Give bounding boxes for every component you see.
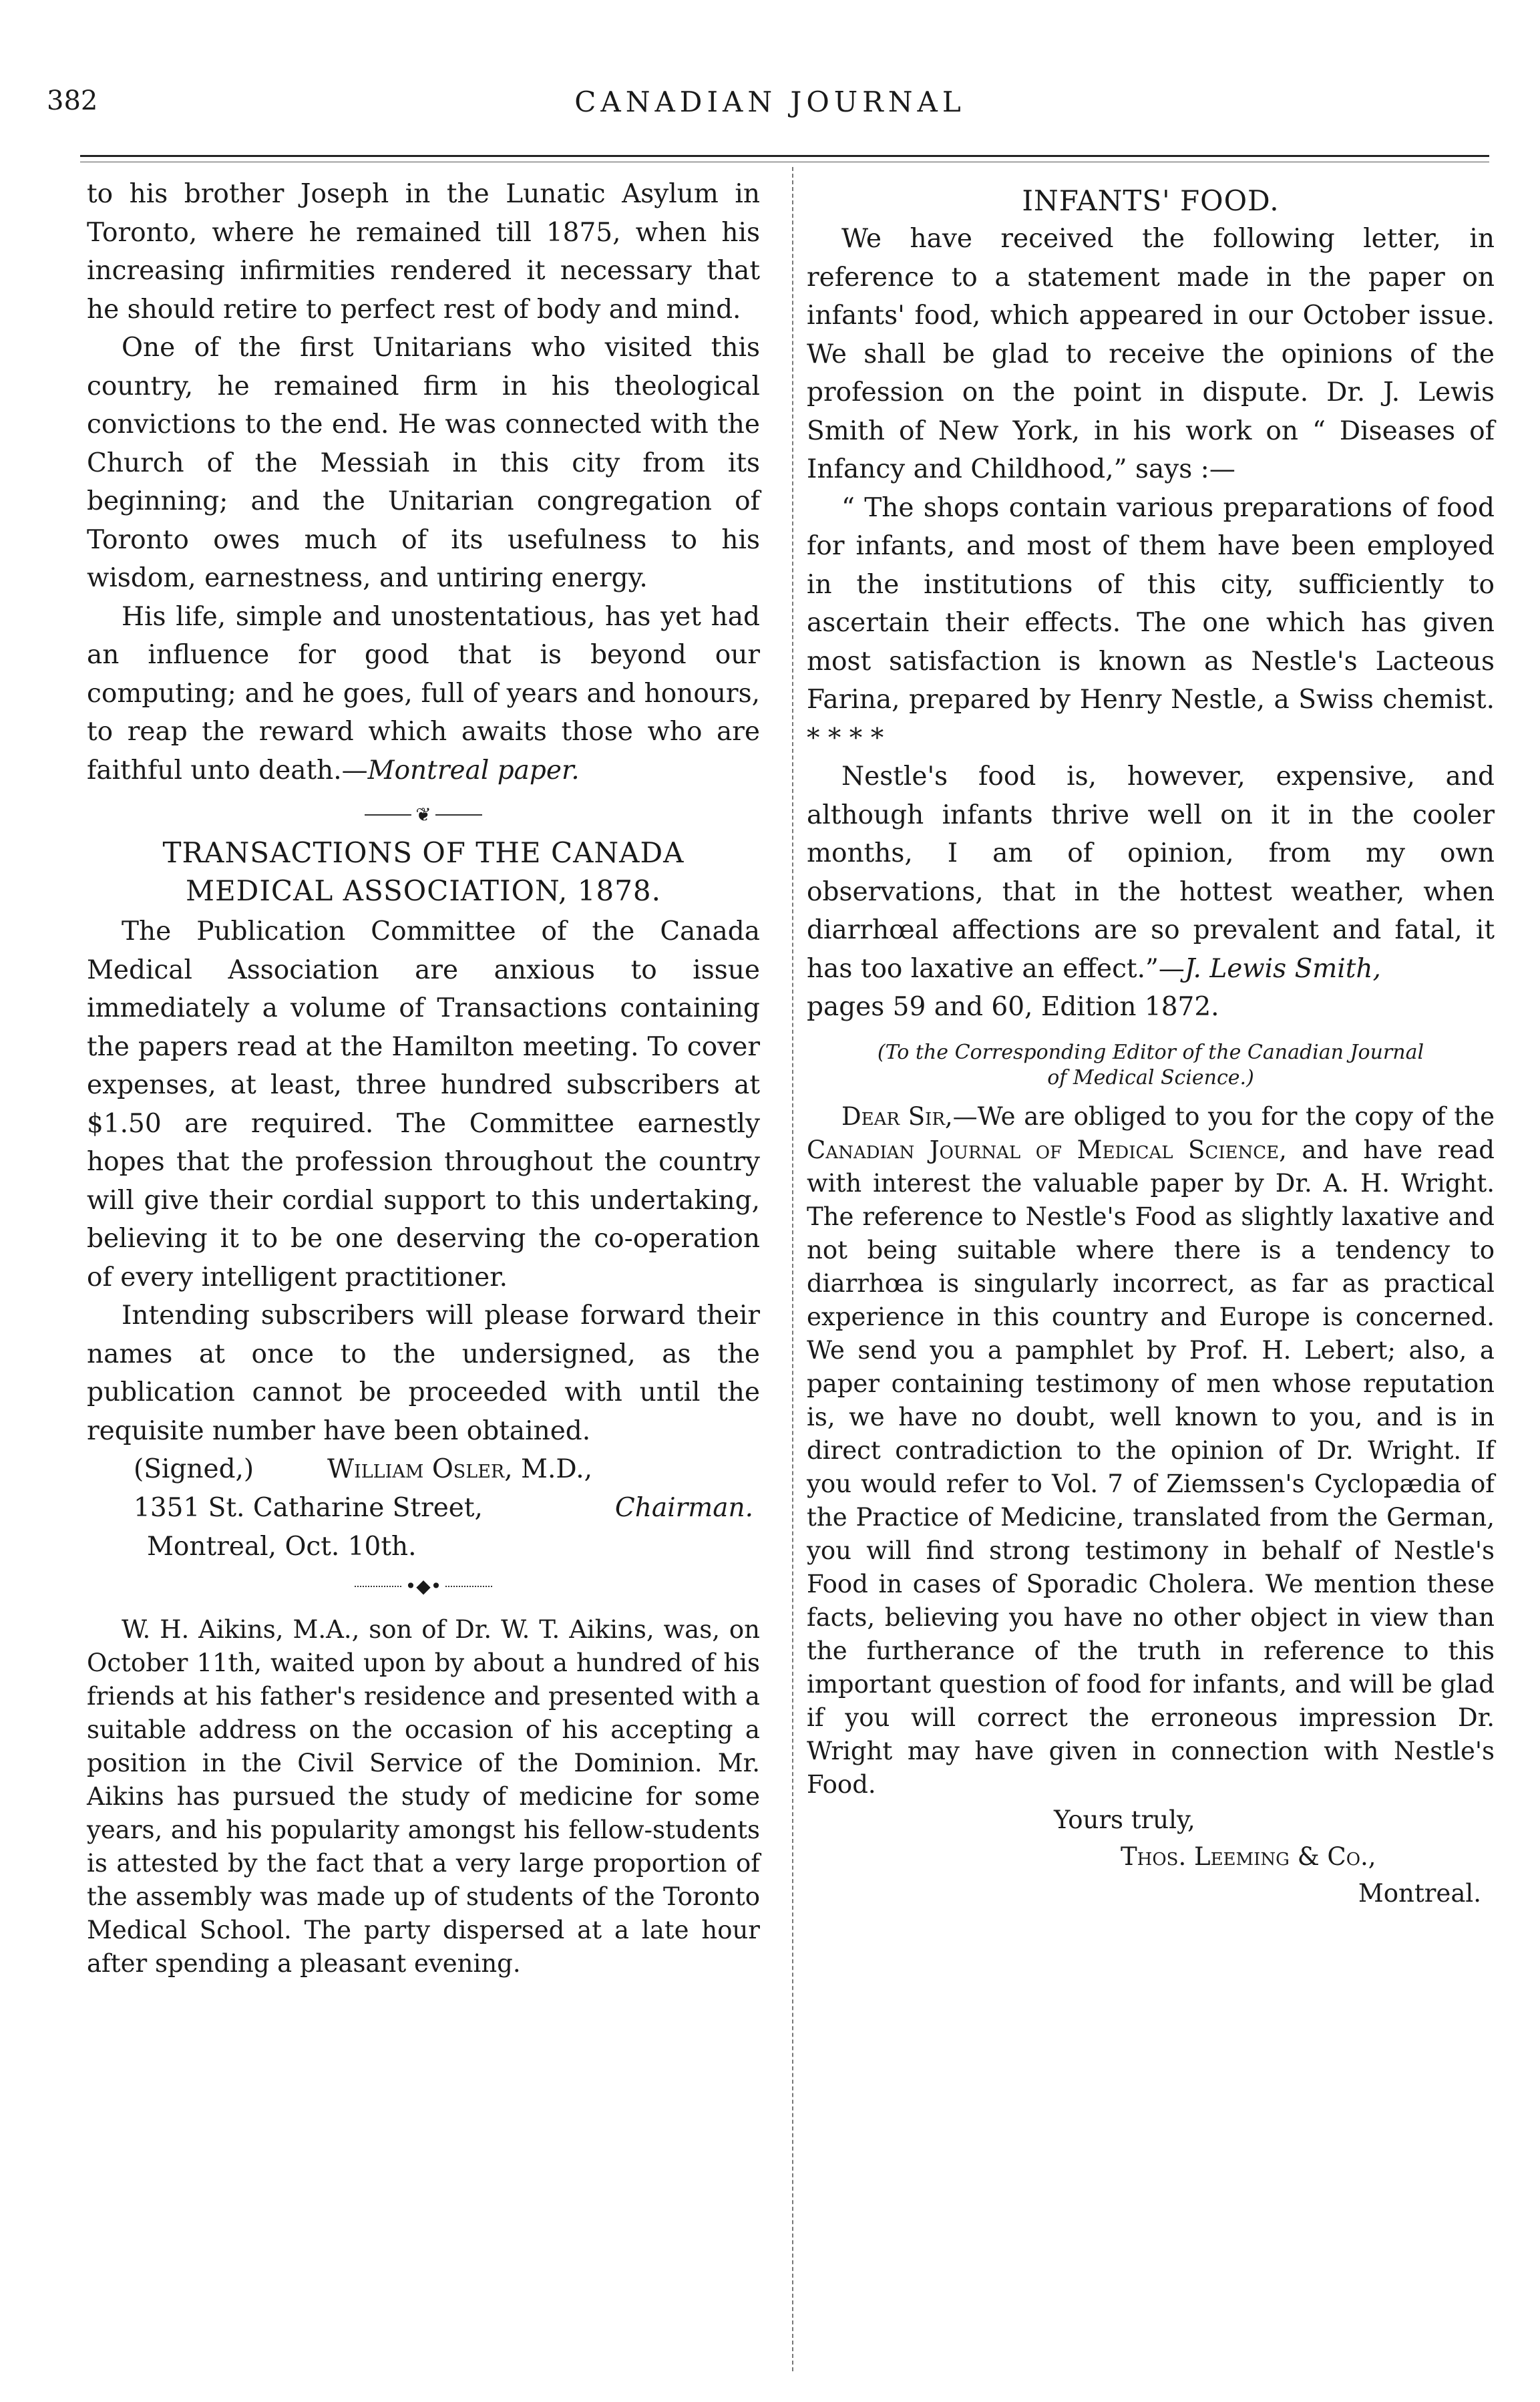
signer-place-date: Montreal, Oct. 10th. [147,1532,417,1562]
infants-food-heading: INFANTS' FOOD. [1022,184,1280,217]
editor-note: (To the Corresponding Editor of the Canadian Journal of Medical Science.) [877,1040,1424,1089]
journal-name: Canadian Journal of Medical Science, [807,1135,1287,1164]
right-column [807,175,1495,1912]
transactions-heading: TRANSACTIONS OF THE CANADA [162,836,685,869]
quote-text: Nestle's food is, however, expensive, and although infants thrive well on it in the cooler months, I am of opinion, from my own observations, that in the hottest weather, when diarrhœal affections are so prevalent and fatal, it has too laxative an effect.”— [807,761,1495,984]
section-separator [87,802,760,828]
signer-role: Chairman. [614,1493,753,1523]
aikins-paragraph: W. H. Aikins, M.A., son of Dr. W. T. Aikins, was, on October 11th, waited upon by about a hundred of his friends at his father's residence and presented with a suitable address on the occasion of his accepting a position in the Civil Service of the Dominion. Mr. Aikins has pursued the study of medicine for some years, and his popularity amongst his fellow-students is attested by the fact that a very large proportion of the assembly was made up of students of the Toronto Medical School. The party dispersed at a late hour after spending a pleasant evening. [87,1615,760,1978]
section-separator [87,1573,760,1600]
obituary-paragraph: to his brother Joseph in the Lunatic Asylum in Toronto, where he remained till 1875, when his increasing infirmities rendered it necessary that he should retire to perfect rest of body and mind. [87,179,760,325]
salutation: Dear Sir, [841,1101,953,1131]
obituary-text: His life, simple and unostentatious, has yet had an influence for good that is beyond our computing; and he goes, full of years and honours, to reap the reward which awaits those who are faithful unto death.— [87,601,760,786]
letter-paragraph: Dear Sir,—We are obliged to you for the copy of the Canadian Journal of Medical Science, and have read with interest the valuable paper by Dr. A. H. Wright. The reference to Nestle's Food as slightly laxative and not being suitable where there is a tendency to diarrhœa is singularly incorrect, as far as practical experience in this country and Europe is concerned. We send you a pamphlet by Prof. H. Lebert; also, a paper containing testimony of men whose reputation is, we have no doubt, well known to you, and is in direct contradiction to the opinion of Dr. Wright. If you would refer to Vol. 7 of Ziemssen's Cyclopædia of the Practice of Medicine, translated from the German, you will find strong testimony in behalf of Nestle's Food in cases of Sporadic Cholera. We mention these facts, believing you have no other object in view than the furtherance of the truth in reference to this important question of food for infants, and will be glad if you will correct the erroneous impression Dr. Wright may have given in connection with Nestle's Food. [807,1101,1495,1799]
quote-paragraph [807,757,1495,1027]
transactions-paragraph: The Publication Committee of the Canada Medical Association are anxious to issue immediately a volume of Transactions containing the papers read at the Hamilton meeting. To cover expenses, at least, three hundred subscribers at $1.50 are required. The Committee earnestly hopes that the profession throughout the country will give their cordial support to this undertaking, believing it to be one deserving the co-operation of every intelligent practitioner. [87,916,760,1293]
running-title: CANADIAN JOURNAL [574,85,966,118]
signature-line [87,1489,760,1528]
letter-signer-place: Montreal. [1358,1878,1481,1908]
quote-source: J. Lewis Smith, [1184,953,1381,984]
page-number: 382 [47,85,98,116]
signer-address: 1351 St. Catharine Street, [134,1493,483,1523]
closing: Yours truly, [1054,1805,1195,1834]
obituary-paragraph [87,598,760,790]
left-column [87,175,760,1981]
infants-paragraph: We have received the following letter, in reference to a statement made in the paper on infants' food, which appeared in our October issue. We shall be glad to receive the opinions of the profession on the point in dispute. Dr. J. Lewis Smith of New York, in his work on “ Diseases of Infancy and Childhood,” says :— [807,224,1495,484]
column-divider [792,167,793,2371]
signed-label: (Signed,) [134,1454,254,1484]
ornament-icon: •◆• [405,1575,442,1597]
letter-signer: Thos. Leeming & Co., [1121,1842,1376,1871]
signer-name: William Osler, M.D., [327,1454,593,1484]
ornament-icon: ❦ [415,804,431,826]
obituary-source: Montreal paper. [367,755,580,786]
page-header [47,85,1493,132]
header-rule [80,155,1489,157]
quote-pages: pages 59 and 60, Edition 1872. [807,992,1219,1022]
quote-paragraph: “ The shops contain various preparations of food for infants, and most of them have been employed in the institutions of this city, sufficiently to ascertain their effects. The one which has given most satisfaction is known as Nestle's Lacteous Farina, prepared by Henry Nestle, a Swiss chemist. * * * * [807,492,1495,753]
obituary-paragraph: One of the first Unitarians who visited this country, he remained firm in his theological convictions to the end. He was connected with the Church of the Messiah in this city from its beginning; and the Unitarian congregation of Toronto owes much of its usefulness to his wisdom, earnestness, and untiring energy. [87,333,760,593]
signature-line [87,1528,760,1566]
transactions-paragraph: Intending subscribers will please forward their names at once to the undersigned, as the publication cannot be proceeded with until the requisite number have been obtained. [87,1301,760,1446]
signature-line [87,1450,760,1489]
transactions-heading: MEDICAL ASSOCIATION, 1878. [185,874,661,907]
